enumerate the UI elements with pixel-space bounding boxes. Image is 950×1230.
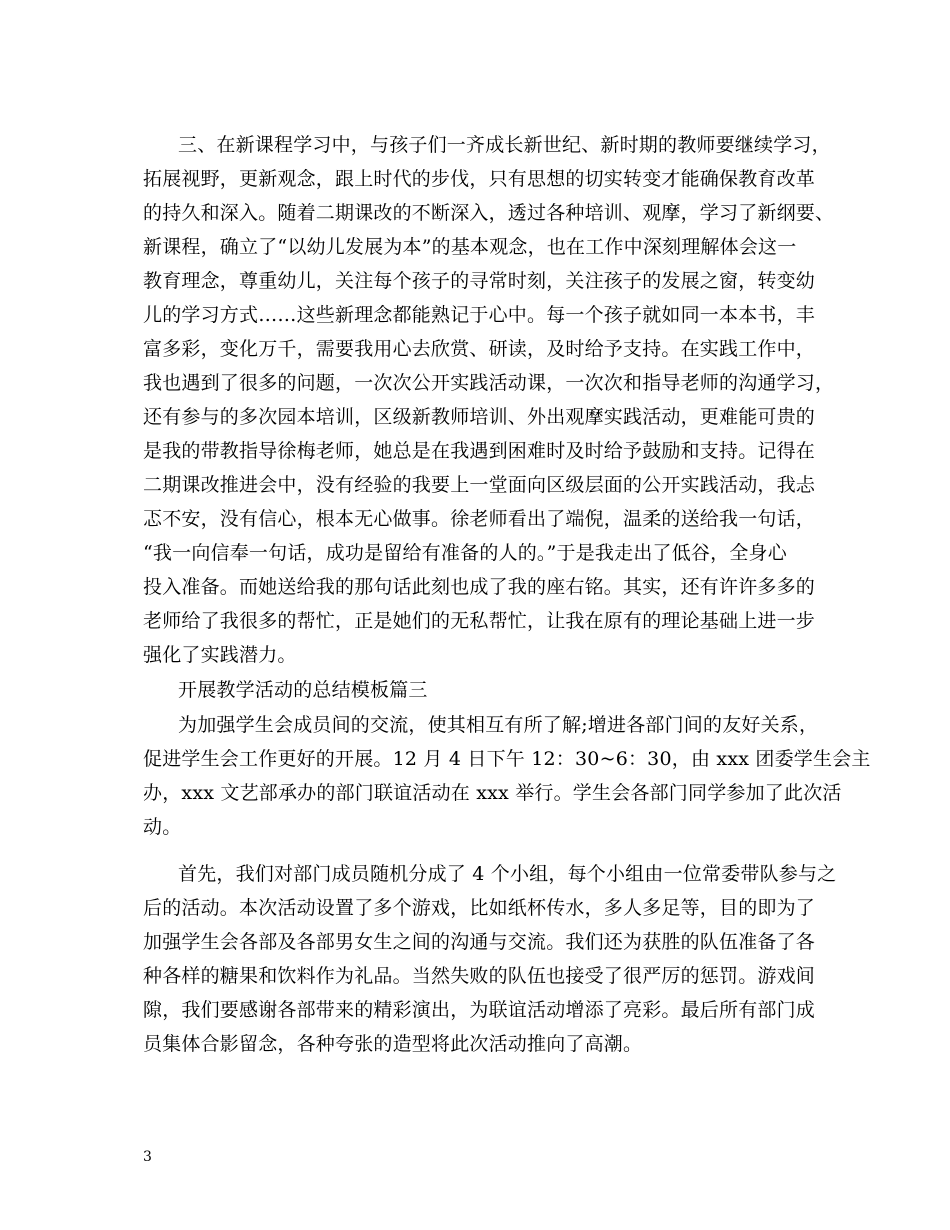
paragraph-1-line-5: 教育理念，尊重幼儿，关注每个孩子的寻常时刻，关注孩子的发展之窗，转变幼 — [143, 270, 816, 292]
paragraph-1-line-6: 儿的学习方式……这些新理念都能熟记于心中。每一个孩子就如同一本本书，丰 — [143, 304, 816, 326]
paragraph-1-line-8: 我也遇到了很多的问题，一次次公开实践活动课，一次次和指导老师的沟通学习， — [143, 372, 835, 394]
paragraph-3-line-2: 后的活动。本次活动设置了多个游戏，比如纸杯传水，多人多足等，目的即为了 — [143, 897, 816, 919]
paragraph-3-line-5: 隙，我们要感谢各部带来的精彩演出，为联谊活动增添了亮彩。最后所有部门成 — [143, 999, 816, 1021]
paragraph-2-line-4: 动。 — [143, 816, 182, 838]
paragraph-3-line-1: 首先，我们对部门成员随机分成了 4 个小组，每个小组由一位常委带队参与之 — [178, 863, 837, 885]
paragraph-2-line-1: 为加强学生会成员间的交流，使其相互有所了解;增进各部门间的友好关系， — [178, 714, 819, 736]
paragraph-2-line-2: 促进学生会工作更好的开展。12 月 4 日下午 12：30~6：30，由 xxx 团委学生会主 — [143, 748, 871, 770]
paragraph-1-line-16: 强化了实践潜力。 — [143, 644, 297, 666]
paragraph-1-line-14: 投入准备。而她送给我的那句话此刻也成了我的座右铭。其实，还有许许多多的 — [143, 576, 816, 598]
paragraph-1-line-1: 三、在新课程学习中，与孩子们一齐成长新世纪、新时期的教师要继续学习， — [178, 134, 831, 156]
paragraph-1-line-15: 老师给了我很多的帮忙，正是她们的无私帮忙，让我在原有的理论基础上进一步 — [143, 610, 816, 632]
paragraph-3-line-4: 种各样的糖果和饮料作为礼品。当然失败的队伍也接受了很严厉的惩罚。游戏间 — [143, 965, 816, 987]
paragraph-3-line-3: 加强学生会各部及各部男女生之间的沟通与交流。我们还为获胜的队伍准备了各 — [143, 931, 816, 953]
page-number: 3 — [143, 1149, 152, 1165]
paragraph-1-line-2: 拓展视野，更新观念，跟上时代的步伐，只有思想的切实转变才能确保教育改革 — [143, 168, 816, 190]
paragraph-1-line-11: 二期课改推进会中，没有经验的我要上一堂面向区级层面的公开实践活动，我忐 — [143, 474, 816, 496]
section-heading: 开展教学活动的总结模板篇三 — [178, 679, 428, 701]
paragraph-1-line-7: 富多彩，变化万千，需要我用心去欣赏、研读，及时给予支持。在实践工作中， — [143, 338, 816, 360]
paragraph-1-line-12: 忑不安，没有信心，根本无心做事。徐老师看出了端倪，温柔的送给我一句话， — [143, 508, 816, 530]
paragraph-1-line-10: 是我的带教指导徐梅老师，她总是在我遇到困难时及时给予鼓励和支持。记得在 — [143, 440, 816, 462]
paragraph-1-line-9: 还有参与的多次园本培训，区级新教师培训、外出观摩实践活动，更难能可贵的 — [143, 406, 816, 428]
paragraph-1-line-3: 的持久和深入。随着二期课改的不断深入，透过各种培训、观摩，学习了新纲要、 — [143, 202, 835, 224]
paragraph-2-line-3: 办，xxx 文艺部承办的部门联谊活动在 xxx 举行。学生会各部门同学参加了此次活 — [143, 782, 842, 804]
paragraph-1-line-13: “我一向信奉一句话，成功是留给有准备的人的。”于是我走出了低谷，全身心 — [143, 542, 787, 564]
paragraph-1-line-4: 新课程，确立了“以幼儿发展为本”的基本观念，也在工作中深刻理解体会这一 — [143, 236, 797, 258]
paragraph-3-line-6: 员集体合影留念，各种夸张的造型将此次活动推向了高潮。 — [143, 1033, 643, 1055]
